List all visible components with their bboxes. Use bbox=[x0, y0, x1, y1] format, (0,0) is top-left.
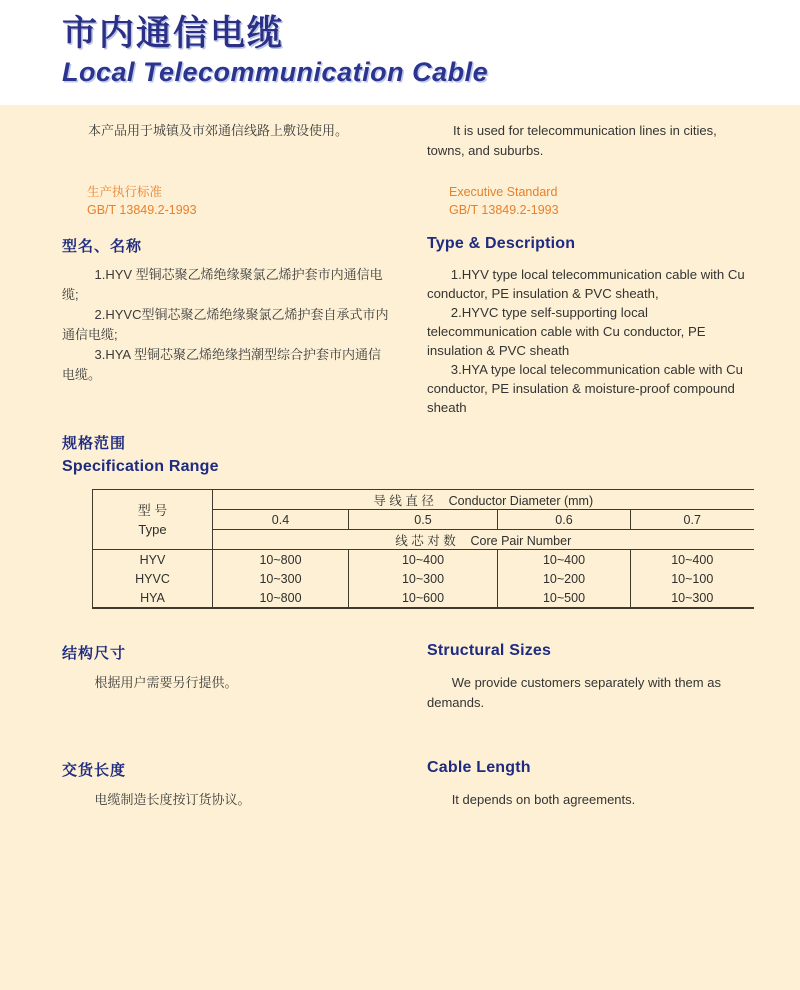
diameter-value-cell: 0.6 bbox=[498, 510, 631, 530]
diameter-header-en: Conductor Diameter (mm) bbox=[448, 493, 594, 508]
length-heading-en: Cable Length bbox=[427, 759, 531, 776]
standard-block-zh bbox=[62, 183, 390, 219]
length-heading-zh: 交货长度 bbox=[62, 762, 127, 779]
intro-row bbox=[62, 121, 755, 161]
specification-table bbox=[92, 489, 754, 609]
table-type-header-cell bbox=[93, 490, 213, 550]
pair-range-cell: 10~800 bbox=[213, 589, 349, 609]
standard-block-en bbox=[427, 183, 755, 219]
type-item-zh: 3.HYA 型铜芯聚乙烯绝缘挡潮型综合护套市内通信电缆。 bbox=[62, 347, 382, 382]
spec-heading-zh: 规格范围 bbox=[62, 435, 127, 452]
pair-range-cell: 10~300 bbox=[631, 589, 754, 609]
type-item-zh: 2.HYVC型铜芯聚乙烯绝缘聚氯乙烯护套自承式市内通信电缆; bbox=[62, 307, 389, 342]
type-list-en bbox=[427, 265, 755, 417]
table-row bbox=[93, 569, 754, 589]
core-pair-header-zh: 线芯对数 bbox=[395, 533, 460, 548]
structural-heading-zh: 结构尺寸 bbox=[62, 645, 127, 662]
intro-paragraph-zh: 本产品用于城镇及市郊通信线路上敷设使用。 bbox=[88, 123, 349, 138]
type-heading-en: Type & Description bbox=[427, 235, 576, 252]
spec-heading-en: Specification Range bbox=[62, 458, 219, 475]
pair-range-cell: 10~400 bbox=[631, 550, 754, 570]
type-cell-value: HYVC bbox=[93, 569, 213, 589]
pair-range-cell: 10~800 bbox=[213, 550, 349, 570]
table-header-diameter-row bbox=[93, 490, 754, 510]
pair-range-cell: 10~500 bbox=[498, 589, 631, 609]
intro-paragraph-en: It is used for telecommunication lines in cities, towns, and suburbs. bbox=[427, 123, 717, 158]
length-body-en: It depends on both agreements. bbox=[451, 792, 636, 807]
type-item-en: 1.HYV type local telecommunication cable with Cu conductor, PE insulation & PVC sheath, bbox=[427, 267, 745, 301]
pair-range-cell: 10~200 bbox=[498, 569, 631, 589]
diameter-header-cell bbox=[213, 490, 754, 510]
page-title-en: Local Telecommunication Cable bbox=[62, 57, 489, 88]
standard-label-en: Executive Standard bbox=[449, 185, 558, 199]
pair-range-cell: 10~600 bbox=[349, 589, 498, 609]
length-heading-row bbox=[62, 759, 755, 780]
standard-label-zh: 生产执行标准 bbox=[87, 185, 163, 199]
diameter-value-cell: 0.4 bbox=[213, 510, 349, 530]
core-pair-header-cell bbox=[213, 530, 754, 550]
pair-range-cell: 10~300 bbox=[213, 569, 349, 589]
type-list-zh bbox=[62, 265, 390, 417]
type-item-en: 3.HYA type local telecommunication cable with Cu conductor, PE insulation & moisture-proof compound sheath bbox=[427, 362, 743, 415]
type-item-en: 2.HYVC type self-supporting local telecommunication cable with Cu conductor, PE insulation & PVC sheath bbox=[427, 305, 706, 358]
type-heading-zh: 型名、名称 bbox=[62, 238, 143, 255]
type-heading-row bbox=[62, 235, 755, 256]
content-area bbox=[0, 105, 800, 990]
diameter-value-cell: 0.5 bbox=[349, 510, 498, 530]
type-list-row bbox=[62, 265, 755, 417]
structural-heading-en: Structural Sizes bbox=[427, 642, 552, 659]
core-pair-header-en: Core Pair Number bbox=[470, 533, 572, 548]
pair-range-cell: 10~400 bbox=[498, 550, 631, 570]
standard-value-en: GB/T 13849.2-1993 bbox=[449, 203, 559, 217]
structural-heading-row bbox=[62, 642, 755, 663]
table-row bbox=[93, 589, 754, 609]
type-cell-value: HYA bbox=[93, 589, 213, 609]
page-header bbox=[0, 0, 800, 105]
page-title-zh: 市内通信电缆 bbox=[62, 14, 285, 53]
pair-range-cell: 10~400 bbox=[349, 550, 498, 570]
length-body-row bbox=[62, 790, 755, 810]
diameter-header-zh: 导线直径 bbox=[373, 493, 438, 508]
type-header-en: Type bbox=[138, 521, 167, 537]
structural-body-row bbox=[62, 673, 755, 713]
standard-value-zh: GB/T 13849.2-1993 bbox=[87, 203, 197, 217]
standard-row bbox=[62, 183, 755, 219]
structural-body-zh: 根据用户需要另行提供。 bbox=[94, 675, 238, 690]
pair-range-cell: 10~100 bbox=[631, 569, 754, 589]
structural-body-en: We provide customers separately with them as demands. bbox=[427, 675, 721, 710]
length-body-zh: 电缆制造长度按订货协议。 bbox=[94, 792, 251, 807]
diameter-value-cell: 0.7 bbox=[631, 510, 754, 530]
type-header-zh: 型 号 bbox=[137, 502, 168, 518]
type-cell-value: HYV bbox=[93, 550, 213, 570]
table-row bbox=[93, 550, 754, 570]
spec-heading-block bbox=[62, 432, 755, 476]
type-item-zh: 1.HYV 型铜芯聚乙烯绝缘聚氯乙烯护套市内通信电缆; bbox=[62, 267, 383, 302]
pair-range-cell: 10~300 bbox=[349, 569, 498, 589]
